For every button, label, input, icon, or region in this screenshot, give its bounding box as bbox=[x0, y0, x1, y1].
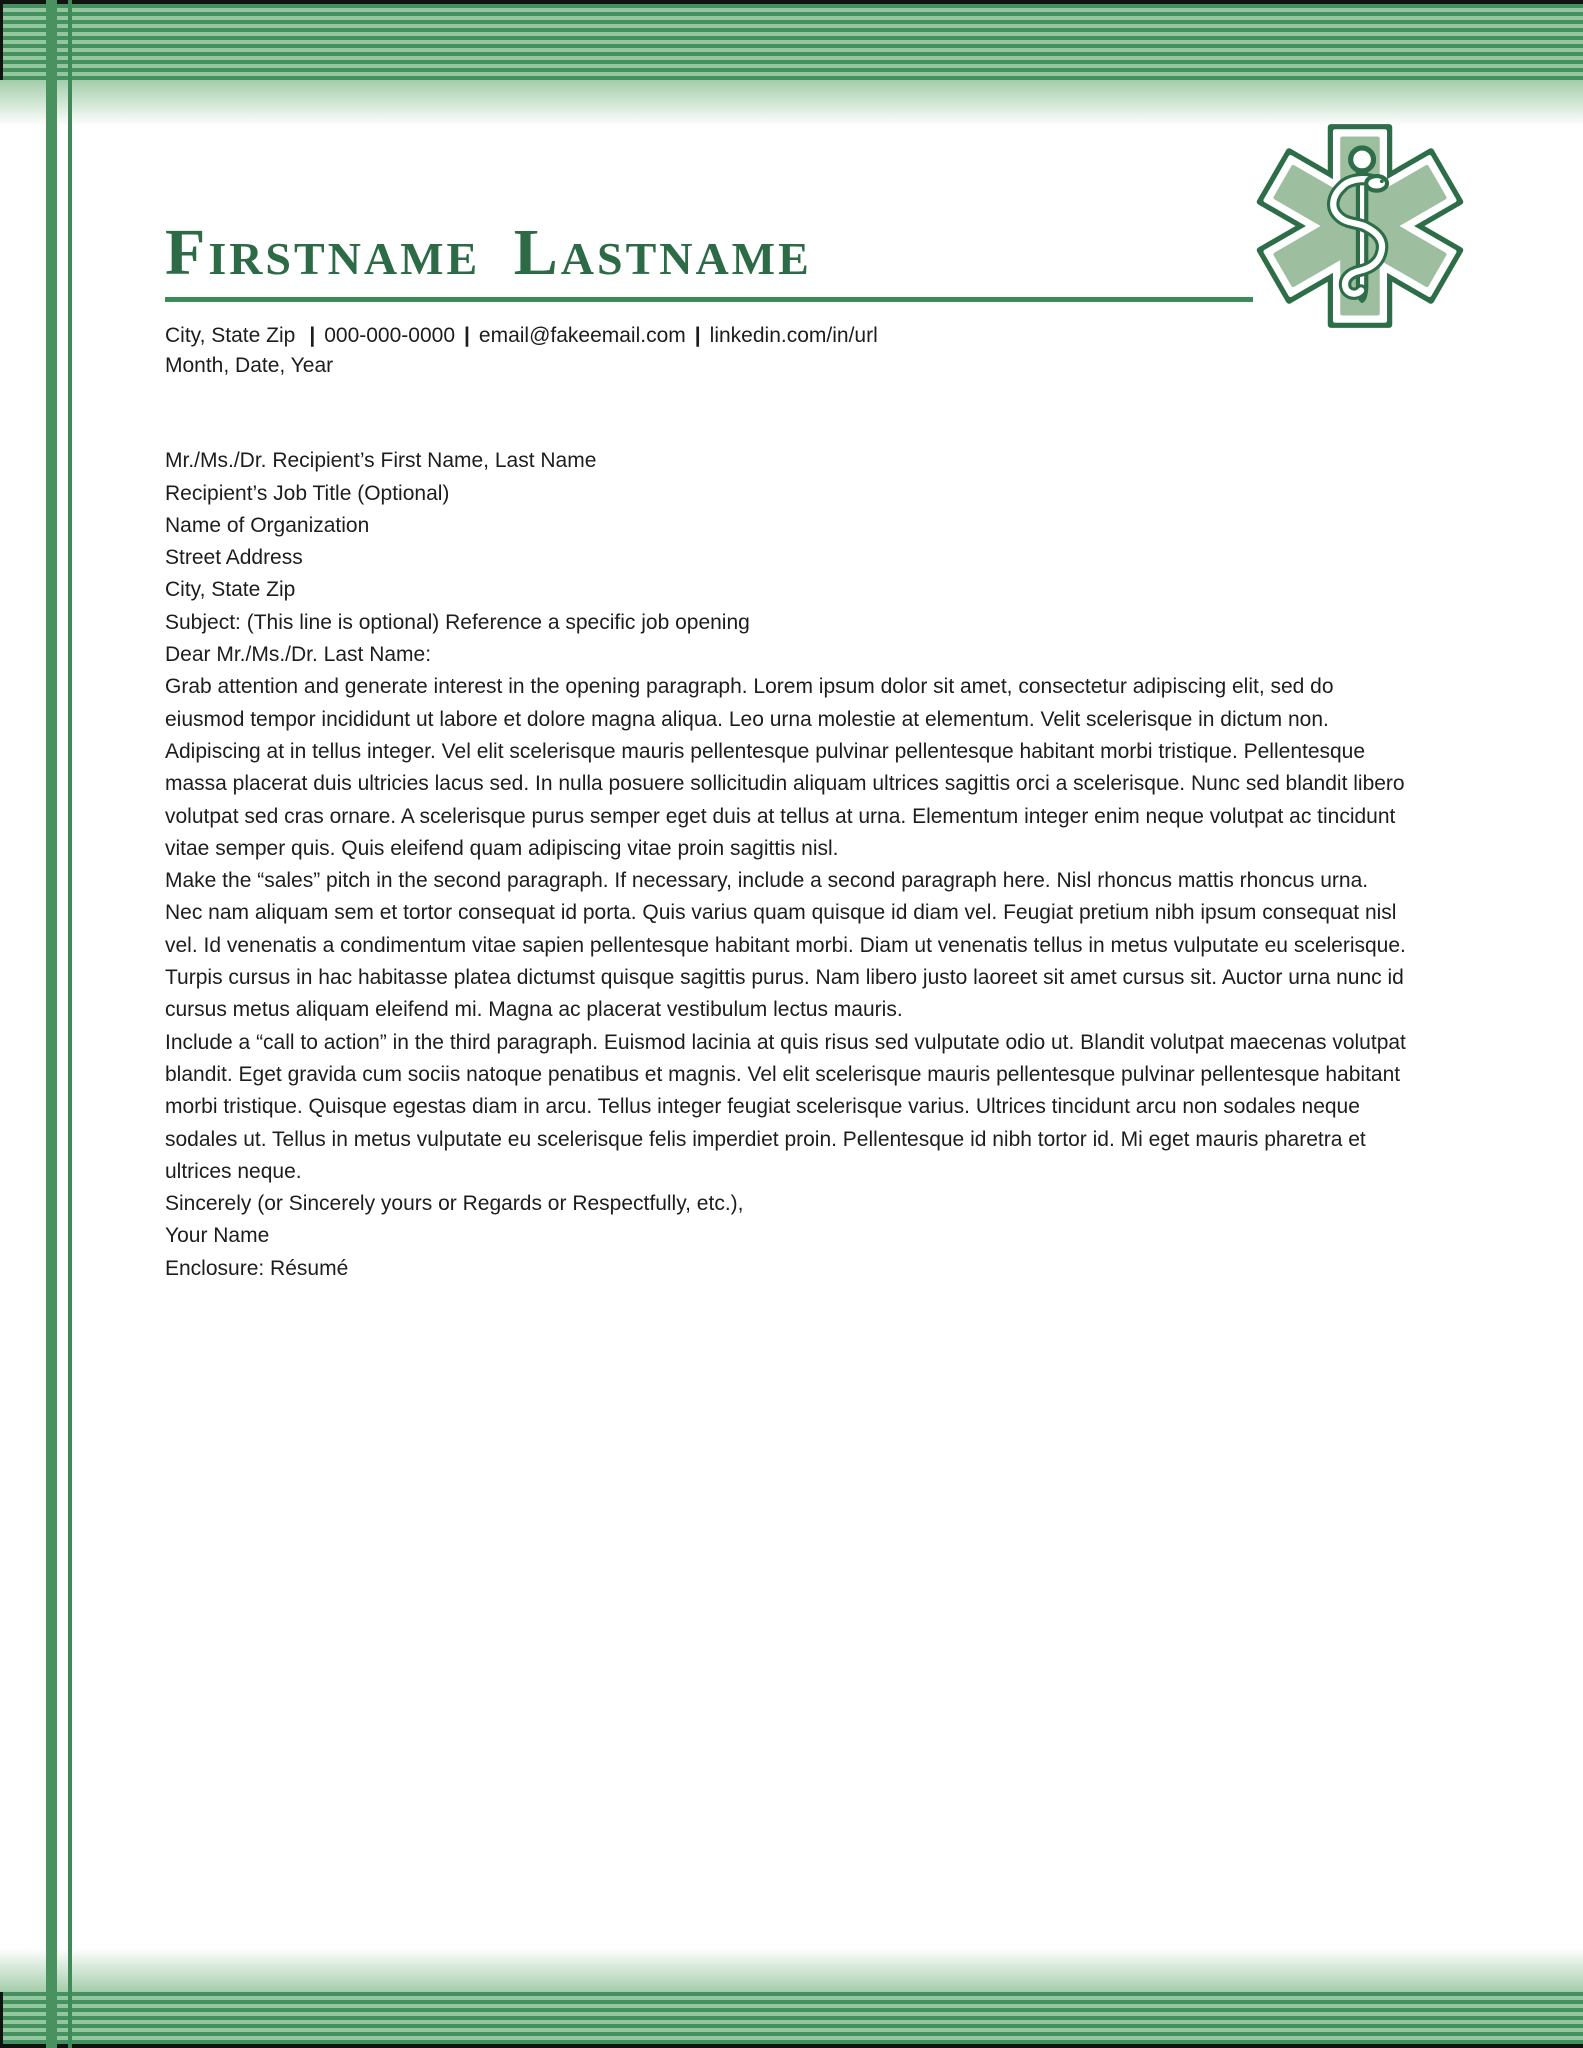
left-accent-bar bbox=[46, 0, 57, 2048]
bottom-border-band bbox=[0, 1948, 1583, 2048]
recipient-organization-line: Name of Organization bbox=[165, 513, 370, 537]
contact-separator: | bbox=[464, 324, 470, 347]
contact-separator: | bbox=[694, 324, 701, 347]
bottom-left-edge-line bbox=[0, 1992, 3, 2048]
subject-line: Subject: (This line is optional) Reference a specific job opening bbox=[165, 610, 750, 634]
signature-name: Your Name bbox=[165, 1224, 270, 1248]
recipient-name-line: Mr./Ms./Dr. Recipient’s First Name, Last Name bbox=[165, 449, 597, 473]
recipient-title-line: Recipient’s Job Title (Optional) bbox=[165, 481, 450, 505]
bottom-green-stripes bbox=[0, 1992, 1583, 2044]
recipient-city-line: City, State Zip bbox=[165, 578, 296, 602]
contact-line bbox=[165, 321, 1410, 350]
opening-paragraph: Grab attention and generate interest in the opening paragraph. Lorem ipsum dolor sit amet, consectetur adipiscing elit, sed do eiusmod tempor incididunt ut labore et dolore magna aliqua. Leo urna molestie at elementum. Velit scelerisque in dictum non. Adipiscing at in tellus integer. Vel elit scelerisque mauris pellentesque pulvinar pellentesque habitant morbi tristique. Pellentesque massa placerat duis ultricies lacus sed. In nulla posuere sollicitudin aliquam ultrices sagittis orci a scelerisque. Nunc sed blandit libero volutpat sed cras ornare. A scelerisque purus semper eget duis at tellus at urna. Elementum integer enim neque volutpat ac tincidunt vitae semper quis. Quis eleifend quam adipiscing vitae proin sagittis nisl. bbox=[165, 675, 1405, 860]
closing-line: Sincerely (or Sincerely yours or Regards or Respectfully, etc.), bbox=[165, 1192, 744, 1216]
letter-date: Month, Date, Year bbox=[165, 354, 334, 377]
letter-content bbox=[165, 0, 1410, 1285]
header-divider-line bbox=[165, 297, 1253, 302]
bottom-green-fade bbox=[0, 1948, 1583, 1992]
call-to-action-paragraph: Include a “call to action” in the third paragraph. Euismod lacinia at quis risus sed vulputate odio ut. Blandit volutpat maecenas volutpat blandit. Eget gravida cum sociis natoque penatibus et magnis. Vel elit scelerisque mauris pellentesque pulvinar pellentesque habitant morbi tristique. Quisque egestas diam in arcu. Tellus integer feugiat scelerisque varius. Ultrices tincidunt arcu non sodales neque sodales ut. Tellus in metus vulputate eu scelerisque felis imperdiet proin. Pellentesque id nibh tortor id. Mi eget mauris pharetra et ultrices neque. bbox=[165, 1030, 1406, 1183]
contact-linkedin: linkedin.com/in/url bbox=[709, 324, 878, 347]
recipient-street-line: Street Address bbox=[165, 546, 303, 570]
contact-phone: 000-000-0000 bbox=[324, 324, 455, 347]
sales-pitch-paragraph: Make the “sales” pitch in the second paragraph. If necessary, include a second paragraph here. Nisl rhoncus mattis rhoncus urna. Nec nam aliquam sem et tortor consequat id porta. Quis varius quam quisque id diam vel. Feugiat pretium nibh ipsum consequat nisl vel. Id venenatis a condimentum vitae sapien pellentesque habitant morbi. Diam ut venenatis tellus in metus vulputate eu scelerisque. Turpis cursus in hac habitasse platea dictumst quisque sagittis purus. Nam libero justo laoreet sit amet cursus sit. Auctor urna nunc id cursus metus aliquam eleifend mi. Magna ac placerat vestibulum lectus mauris. bbox=[165, 869, 1406, 1022]
contact-email: email@fakeemail.com bbox=[478, 324, 686, 347]
salutation-line: Dear Mr./Ms./Dr. Last Name: bbox=[165, 643, 432, 667]
contact-location: City, State Zip bbox=[165, 324, 296, 347]
left-accent-line bbox=[68, 0, 72, 2048]
top-left-edge-line bbox=[0, 0, 3, 80]
page-title-name: Firstname Lastname bbox=[165, 216, 812, 289]
bottom-black-line bbox=[0, 2044, 1583, 2048]
recipient-block bbox=[165, 445, 1410, 606]
enclosure-line: Enclosure: Résumé bbox=[165, 1256, 349, 1280]
contact-separator: | bbox=[309, 324, 316, 347]
letter-body bbox=[165, 350, 1410, 1285]
